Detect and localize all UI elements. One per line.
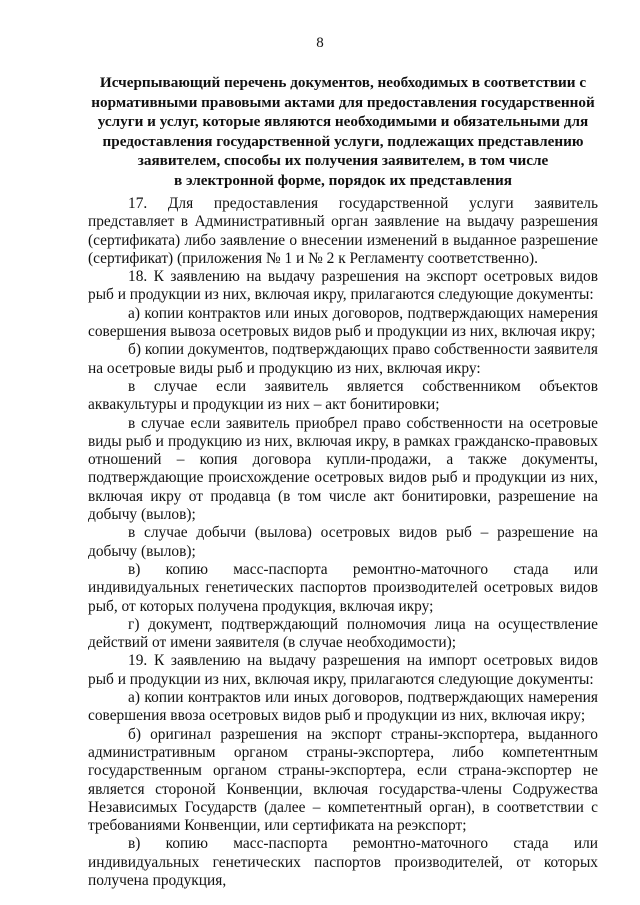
- list-item-19a: а) копии контрактов или иных договоров, подтверждающих намерения совершения ввоза осетровых видов рыб и продукции из них, включая икру;: [88, 689, 598, 725]
- heading-line: услуги и услуг, которые являются необходимыми и обязательными для: [97, 113, 589, 131]
- section-heading: [88, 73, 598, 191]
- list-item-18b-case-1: в случае если заявитель является собственником объектов аквакультуры и продукции из них – акт бонитировки;: [88, 377, 598, 414]
- list-item-18v: в) копию масс-паспорта ремонтно-маточного стада или индивидуальных генетических паспортов производителей осетровых видов рыб, от которых получена продукция, включая икру;: [88, 560, 598, 615]
- heading-line: заявителем, способы их получения заявителем, в том числе: [137, 152, 549, 170]
- list-item-19b: б) оригинал разрешения на экспорт страны-экспортера, выданного административным органом страны-экспортера, либо компетентным государственным органом страны-экспортера, если страна-экспортер не является стороной Конвенции, включая государства-члены Содружества Независимых Государств (далее – компетентный орган), в соответствии с требованиями Конвенции, или сертификата на реэкспорт;: [88, 725, 598, 835]
- list-item-19v: в) копию масс-паспорта ремонтно-маточного стада или индивидуальных генетических паспортов производителей, от которых получена продукция,: [88, 835, 598, 889]
- list-item-18b-case-2: в случае если заявитель приобрел право собственности на осетровые виды рыб и продукцию из них, включая икру, в рамках гражданско-правовых отношений – копия договора купли-продажи, а также документы, подтверждающие происхождение осетровых видов рыб и продукции из них, включая икру от продавца (в том числе акт бонитировки, разрешение на добычу (вылов);: [88, 414, 598, 524]
- page-number: 8: [316, 35, 324, 51]
- document-body: [88, 195, 598, 890]
- heading-line: нормативными правовыми актами для предоставления государственной: [91, 93, 595, 111]
- list-item-18b: б) копии документов, подтверждающих право собственности заявителя на осетровые виды рыб и продукцию из них, включая икру:: [88, 341, 598, 377]
- list-item-18a: а) копии контрактов или иных договоров, подтверждающих намерения совершения вывоза осетровых видов рыб и продукции из них, включая икру;: [88, 304, 598, 341]
- paragraph-18: 18. К заявлению на выдачу разрешения на экспорт осетровых видов рыб и продукции из них, включая икру, прилагаются следующие документы:: [88, 268, 598, 304]
- paragraph-17: 17. Для предоставления государственной услуги заявитель представляет в Административный орган заявление на выдачу разрешения (сертификата) либо заявление о внесении изменений в выданное разрешение (сертификат) (приложения № 1 и № 2 к Регламенту соответственно).: [88, 195, 598, 267]
- list-item-18b-case-3: в случае добычи (вылова) осетровых видов рыб – разрешение на добычу (вылов);: [88, 524, 598, 560]
- heading-line: предоставления государственной услуги, подлежащих представлению: [102, 132, 584, 150]
- heading-line: Исчерпывающий перечень документов, необходимых в соответствии с: [99, 74, 587, 91]
- paragraph-19: 19. К заявлению на выдачу разрешения на импорт осетровых видов рыб и продукции из них, включая икру, прилагаются следующие документы:: [88, 652, 598, 688]
- list-item-18g: г) документ, подтверждающий полномочия лица на осуществление действий от имени заявителя (в случае необходимости);: [88, 615, 598, 652]
- heading-line: в электронной форме, порядок их представления: [174, 171, 512, 189]
